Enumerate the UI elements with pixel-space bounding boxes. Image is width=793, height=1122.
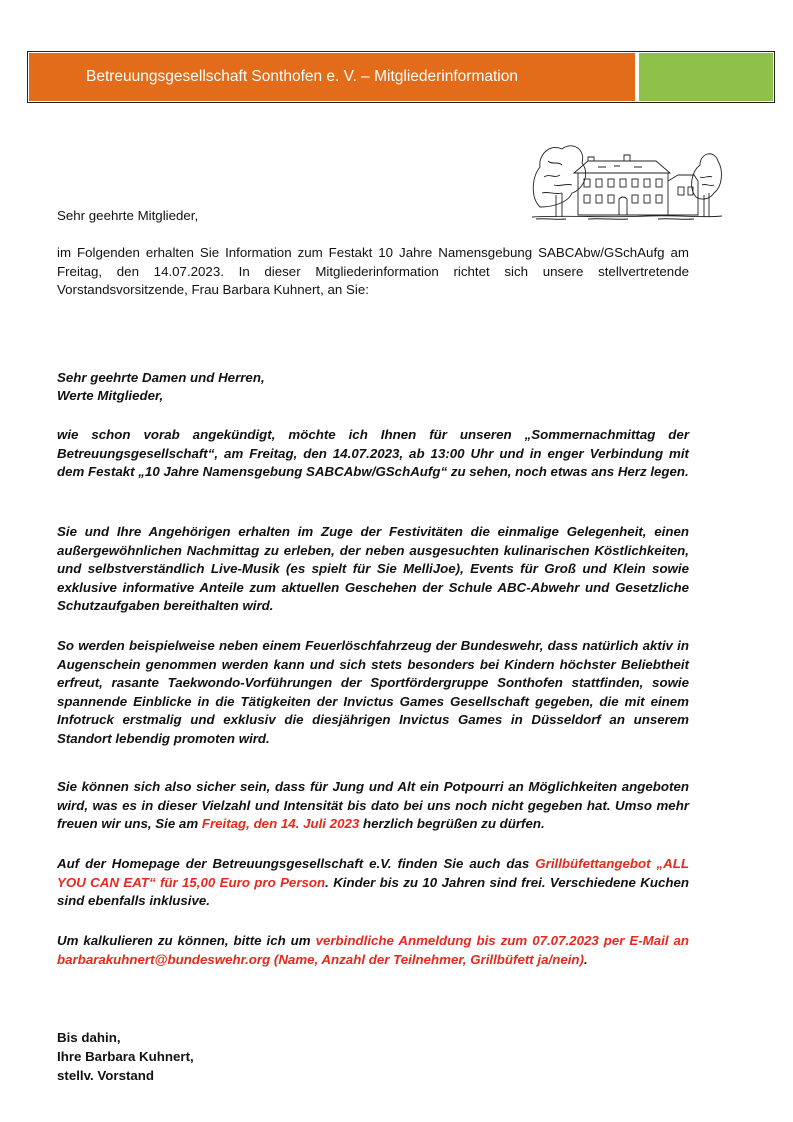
letter-paragraph-3: So werden beispielweise neben einem Feuerlöschfahrzeug der Bundeswehr, dass natürlich aktiv in Augenschein genommen werden kann und sich stets besonders bei Kindern höchster Beliebtheit erfreut, rasante Taekwondo-Vorführungen der Sportfördergruppe Sonthofen stattfinden, sowie spannende Einblicke in die Tätigkeiten der Invictus Games Gesellschaft gegeben, die mit einem Infotruck erstmalig und exklusiv die diesjährigen Invictus Games in Düsseldorf an unserem Standort lebendig promoten wird. [57,638,689,746]
event-date-highlight: Freitag, den 14. Juli 2023 [201,816,360,831]
letter-paragraph-1: wie schon vorab angekündigt, möchte ich Ihnen für unseren „Sommernachmittag der Betreuungsgesellschaft“, am Freitag, den 14.07.2023, ab 13:00 Uhr und in enger Verbindung mit dem Festakt „10 Jahre Namensgebung SABCAbw/GSchAufg“ zu sehen, noch etwas ans Herz legen. [57,427,689,479]
closing-line-3: stellv. Vorstand [57,1068,155,1083]
letter-salutation-2: Werte Mitglieder, [57,388,164,403]
intro-paragraph: im Folgenden erhalten Sie Information zum Festakt 10 Jahre Namensgebung SABCAbw/GSchAufg am Freitag, den 14.07.2023. In dieser Mitgliederinformation richtet sich unsere stellvertretende Vorstandsvorsitzende, Frau Barbara Kuhnert, an Sie: [57,245,689,297]
paragraph-6-text-b: . [583,951,588,967]
closing-line-2: Ihre Barbara Kuhnert, [57,1049,194,1064]
paragraph-6-text-a: Um kalkulieren zu können, bitte ich um [57,933,316,948]
letter-salutation-1: Sehr geehrte Damen und Herren, [57,370,265,385]
intro-greeting: Sehr geehrte Mitglieder, [57,208,199,223]
registration-highlight: verbindliche Anmeldung bis zum 07.07.2023 per E-Mail an barbarakuhnert@bundeswehr.org (Name, Anzahl der Teilnehmer, Grillbüfett ja/nein) [57,933,689,967]
buffet-offer-highlight: Grillbüfettangebot „ALL YOU CAN EAT“ für 15,00 Euro pro Person [57,856,690,890]
paragraph-4-text-a: Sie können sich also sicher sein, dass für Jung und Alt ein Potpourri an Möglichkeiten angeboten wird, was es in dieser Vielzahl und Intensität bis dato bei uns noch nicht gegeben hat. Umso mehr freuen wir uns, Sie am [57,779,689,831]
header-banner [27,51,775,103]
header-accent [639,53,773,101]
letter-paragraph-4 [57,778,689,834]
paragraph-5-text-b: . Kinder bis zu 10 Jahren sind frei. Verschiedene Kuchen sind ebenfalls inklusive. [57,874,689,908]
header-title: Betreuungsgesellschaft Sonthofen e. V. – Mitgliederinformation [29,53,635,101]
paragraph-5-text-a: Auf der Homepage der Betreuungsgesellschaft e.V. finden Sie auch das [57,856,536,871]
paragraph-4-text-b: herzlich begrüßen zu dürfen. [359,816,545,831]
letter-paragraph-2: Sie und Ihre Angehörigen erhalten im Zuge der Festivitäten die einmalige Gelegenheit, einen außergewöhnlichen Nachmittag zu erleben, der neben ausgesuchten kulinarischen Köstlichkeiten, und selbstverständlich Live-Musik (es spielt für Sie MelliJoe), Events für Groß und Klein sowie exklusive informative Anteile zum aktuellen Geschehen der Schule ABC-Abwehr und Gesetzliche Schutzaufgaben bereithalten wird. [57,524,689,613]
closing-line-1: Bis dahin, [57,1030,121,1045]
letter-paragraph-5 [57,855,689,911]
letter-paragraph-6 [57,932,689,969]
